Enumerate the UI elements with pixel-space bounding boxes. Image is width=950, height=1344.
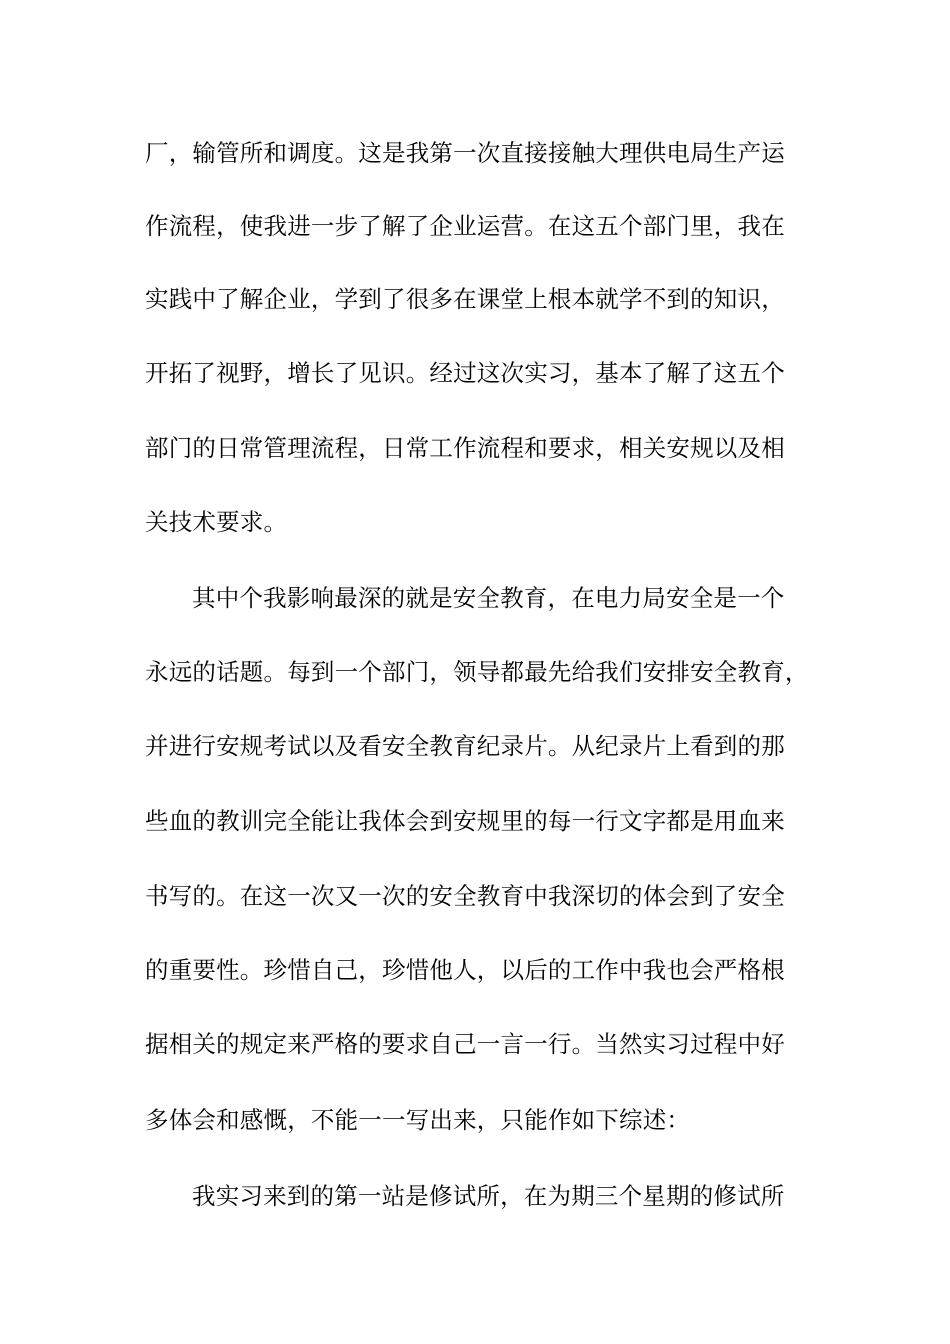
text-line-3: 实践中了解企业，学到了很多在课堂上根本就学不到的知识， xyxy=(145,285,785,313)
text-line-9: 并进行安规考试以及看安全教育纪录片。从纪录片上看到的那 xyxy=(145,732,785,760)
text-line-5: 部门的日常管理流程，日常工作流程和要求，相关安规以及相 xyxy=(145,434,785,462)
paragraph-start-line: 其中个我影响最深的就是安全教育，在电力局安全是一个 xyxy=(192,584,785,612)
text-line-2: 作流程，使我进一步了解了企业运营。在这五个部门里，我在 xyxy=(145,212,785,240)
text-line-14: 多体会和感慨，不能一一写出来，只能作如下综述： xyxy=(145,1106,691,1134)
text-line-8: 永远的话题。每到一个部门，领导都最先给我们安排安全教育， xyxy=(145,658,809,686)
text-line-13: 据相关的规定来严格的要求自己一言一行。当然实习过程中好 xyxy=(145,1030,785,1058)
text-line-10: 些血的教训完全能让我体会到安规里的每一行文字都是用血来 xyxy=(145,807,785,835)
text-line-6: 关技术要求。 xyxy=(145,508,288,536)
text-line-4: 开拓了视野，增长了见识。经过这次实习，基本了解了这五个 xyxy=(145,359,785,387)
text-line-11: 书写的。在这一次又一次的安全教育中我深切的体会到了安全 xyxy=(145,882,785,910)
text-line-12: 的重要性。珍惜自己，珍惜他人，以后的工作中我也会严格根 xyxy=(145,956,785,984)
paragraph-start-line-2: 我实习来到的第一站是修试所，在为期三个星期的修试所 xyxy=(192,1182,785,1210)
text-line-1: 厂，输管所和调度。这是我第一次直接接触大理供电局生产运 xyxy=(145,139,785,167)
